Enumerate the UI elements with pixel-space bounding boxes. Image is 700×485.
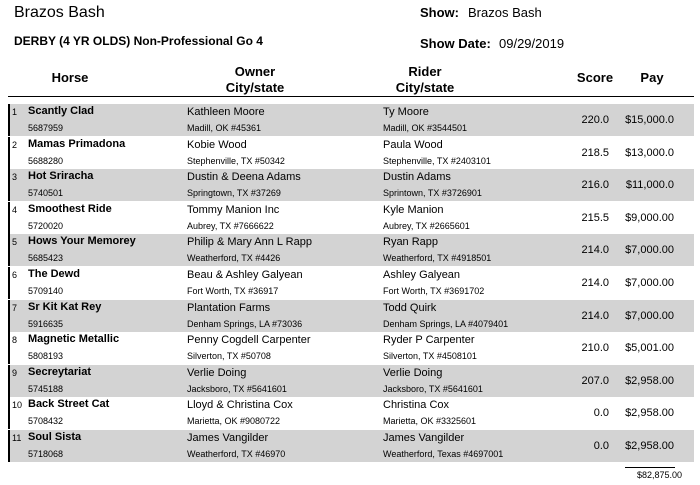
horse-id: 5687959	[28, 123, 64, 133]
row-number: 2	[12, 139, 18, 150]
row-edge	[8, 332, 10, 364]
score: 0.0	[593, 407, 609, 420]
owner-location: Weatherford, TX #46970	[187, 449, 286, 459]
owner-name: Lloyd & Christina Cox	[187, 399, 293, 412]
table-row	[8, 202, 694, 234]
horse-name: Soul Sista	[28, 431, 82, 443]
table-row	[8, 365, 694, 397]
rider-location: Denham Springs, LA #4079401	[383, 318, 509, 329]
owner-name: Tommy Manion Inc	[187, 203, 280, 216]
pay-amount: $7,000.00	[625, 309, 674, 322]
owner-location: Weatherford, TX #4426	[187, 253, 281, 264]
owner-location: Marietta, OK #9080722	[187, 416, 281, 427]
table-row	[8, 430, 694, 462]
rider-location: Marietta, OK #3325601	[383, 416, 477, 427]
score: 207.0	[581, 374, 609, 387]
horse-name: Secreytariat	[28, 365, 91, 378]
score: 215.5	[581, 211, 609, 224]
owner-name: Kobie Wood	[187, 138, 247, 151]
owner-name: Verlie Doing	[187, 366, 247, 379]
owner-name: James Vangilder	[187, 432, 269, 444]
column-header-score: Score	[576, 70, 614, 85]
row-edge	[8, 397, 10, 429]
rider-location: Stephenville, TX #2403101	[383, 155, 491, 166]
rider-name: Ty Moore	[383, 106, 429, 118]
owner-name: Beau & Ashley Galyean	[187, 269, 303, 281]
owner-location: Madill, OK #45361	[187, 123, 262, 133]
table-row	[8, 104, 694, 136]
horse-name: Back Street Cat	[28, 398, 110, 411]
pay-amount: $2,958.00	[625, 374, 674, 387]
row-number: 3	[12, 172, 18, 183]
row-edge	[8, 137, 10, 169]
owner-location: Aubrey, TX #7666622	[187, 220, 274, 231]
score: 210.0	[581, 342, 609, 355]
show-date-value: 09/29/2019	[499, 36, 565, 51]
horse-id: 5685423	[28, 253, 64, 264]
horse-id: 5708432	[28, 416, 64, 427]
total-pay: $82,875.00	[636, 470, 682, 480]
row-number: 8	[12, 335, 18, 346]
rider-location: Silverton, TX #4508101	[383, 351, 477, 362]
table-row	[8, 397, 694, 429]
owner-name: Dustin & Deena Adams	[187, 171, 301, 184]
pay-amount: $7,000.00	[625, 277, 674, 289]
rider-name: Todd Quirk	[383, 301, 437, 314]
horse-name: Hows Your Memorey	[28, 235, 136, 248]
owner-location: Denham Springs, LA #73036	[187, 318, 303, 329]
column-header-pay: Pay	[640, 70, 664, 85]
row-number: 10	[12, 400, 23, 411]
show-label: Show:	[420, 5, 459, 20]
total-divider	[625, 467, 675, 468]
horse-id: 5808193	[28, 351, 64, 362]
show-value: Brazos Bash	[468, 5, 542, 20]
owner-header-line2: City/state	[225, 80, 285, 95]
rider-location: Weatherford, Texas #4697001	[383, 449, 504, 459]
row-edge	[8, 169, 10, 201]
row-edge	[8, 234, 10, 266]
horse-name: Smoothest Ride	[28, 202, 112, 215]
owner-location: Stephenville, TX #50342	[187, 155, 285, 166]
row-number: 9	[12, 367, 18, 378]
row-edge	[8, 104, 10, 136]
score: 218.5	[581, 146, 609, 159]
pay-amount: $7,000.00	[625, 244, 674, 257]
row-edge	[8, 267, 10, 299]
table-row	[8, 169, 694, 201]
owner-name: Penny Cogdell Carpenter	[187, 334, 311, 347]
show-date-label: Show Date:	[420, 36, 491, 51]
rider-location: Fort Worth, TX #3691702	[383, 286, 485, 296]
horse-name: Hot Sriracha	[28, 170, 94, 183]
horse-id: 5718068	[28, 449, 64, 459]
pay-amount: $5,001.00	[625, 342, 674, 355]
rider-name: Ryder P Carpenter	[383, 334, 475, 347]
column-header-owner	[195, 64, 315, 96]
row-edge	[8, 430, 10, 462]
rider-header-line1: Rider	[408, 64, 442, 79]
horse-name: Sr Kit Kat Rey	[28, 300, 102, 313]
pay-amount: $11,000.0	[625, 179, 674, 192]
class-title: DERBY (4 YR OLDS) Non-Professional Go 4	[14, 34, 263, 48]
pay-amount: $2,958.00	[625, 440, 674, 452]
horse-id: 5709140	[28, 286, 64, 296]
owner-location: Silverton, TX #50708	[187, 351, 271, 362]
horse-name: The Dewd	[28, 268, 80, 280]
row-number: 7	[12, 302, 18, 313]
row-number: 11	[12, 433, 22, 443]
owner-name: Philip & Mary Ann L Rapp	[187, 236, 312, 249]
table-row	[8, 137, 694, 169]
horse-name: Mamas Primadona	[28, 137, 126, 150]
owner-name: Plantation Farms	[187, 301, 271, 314]
score: 214.0	[581, 244, 609, 257]
rider-name: Verlie Doing	[383, 366, 443, 379]
rider-location: Madill, OK #3544501	[383, 123, 468, 133]
header-divider	[8, 96, 694, 97]
rider-name: Paula Wood	[383, 138, 443, 151]
row-number: 1	[12, 107, 18, 117]
row-edge	[8, 202, 10, 234]
table-row	[8, 234, 694, 266]
horse-id: 5740501	[28, 188, 64, 199]
pay-amount: $9,000.00	[625, 211, 674, 224]
table-row	[8, 332, 694, 364]
pay-amount: $2,958.00	[625, 407, 674, 420]
column-header-rider	[380, 64, 470, 96]
horse-id: 5720020	[28, 220, 64, 231]
row-edge	[8, 300, 10, 332]
table-row	[8, 267, 694, 299]
score: 214.0	[581, 277, 609, 289]
rider-name: Ryan Rapp	[383, 236, 439, 249]
row-edge	[8, 365, 10, 397]
rider-location: Sprintown, TX #3726901	[383, 188, 482, 199]
owner-header-line1: Owner	[234, 64, 276, 79]
rider-header-line2: City/state	[395, 80, 455, 95]
score: 214.0	[581, 309, 609, 322]
pay-amount: $15,000.0	[625, 114, 674, 126]
owner-location: Springtown, TX #37269	[187, 188, 281, 199]
row-number: 6	[12, 270, 18, 280]
owner-name: Kathleen Moore	[187, 106, 265, 118]
row-number: 5	[12, 237, 18, 248]
rider-location: Weatherford, TX #4918501	[383, 253, 492, 264]
horse-name: Magnetic Metallic	[28, 333, 120, 346]
rider-location: Aubrey, TX #2665601	[383, 220, 470, 231]
rider-name: James Vangilder	[383, 432, 465, 444]
rider-name: Christina Cox	[383, 399, 450, 412]
owner-location: Fort Worth, TX #36917	[187, 286, 279, 296]
owner-location: Jacksboro, TX #5641601	[187, 383, 287, 394]
table-row	[8, 300, 694, 332]
score: 220.0	[581, 114, 609, 126]
rider-name: Ashley Galyean	[383, 269, 461, 281]
column-header-horse: Horse	[51, 70, 89, 85]
event-title: Brazos Bash	[14, 4, 105, 21]
rider-name: Kyle Manion	[383, 203, 444, 216]
horse-id: 5688280	[28, 155, 64, 166]
score: 216.0	[581, 179, 609, 192]
horse-id: 5916635	[28, 318, 64, 329]
pay-amount: $13,000.0	[625, 146, 674, 159]
horse-name: Scantly Clad	[28, 105, 95, 117]
rider-name: Dustin Adams	[383, 171, 451, 184]
rider-location: Jacksboro, TX #5641601	[383, 383, 483, 394]
horse-id: 5745188	[28, 383, 64, 394]
row-number: 4	[12, 204, 18, 215]
score: 0.0	[593, 440, 609, 452]
